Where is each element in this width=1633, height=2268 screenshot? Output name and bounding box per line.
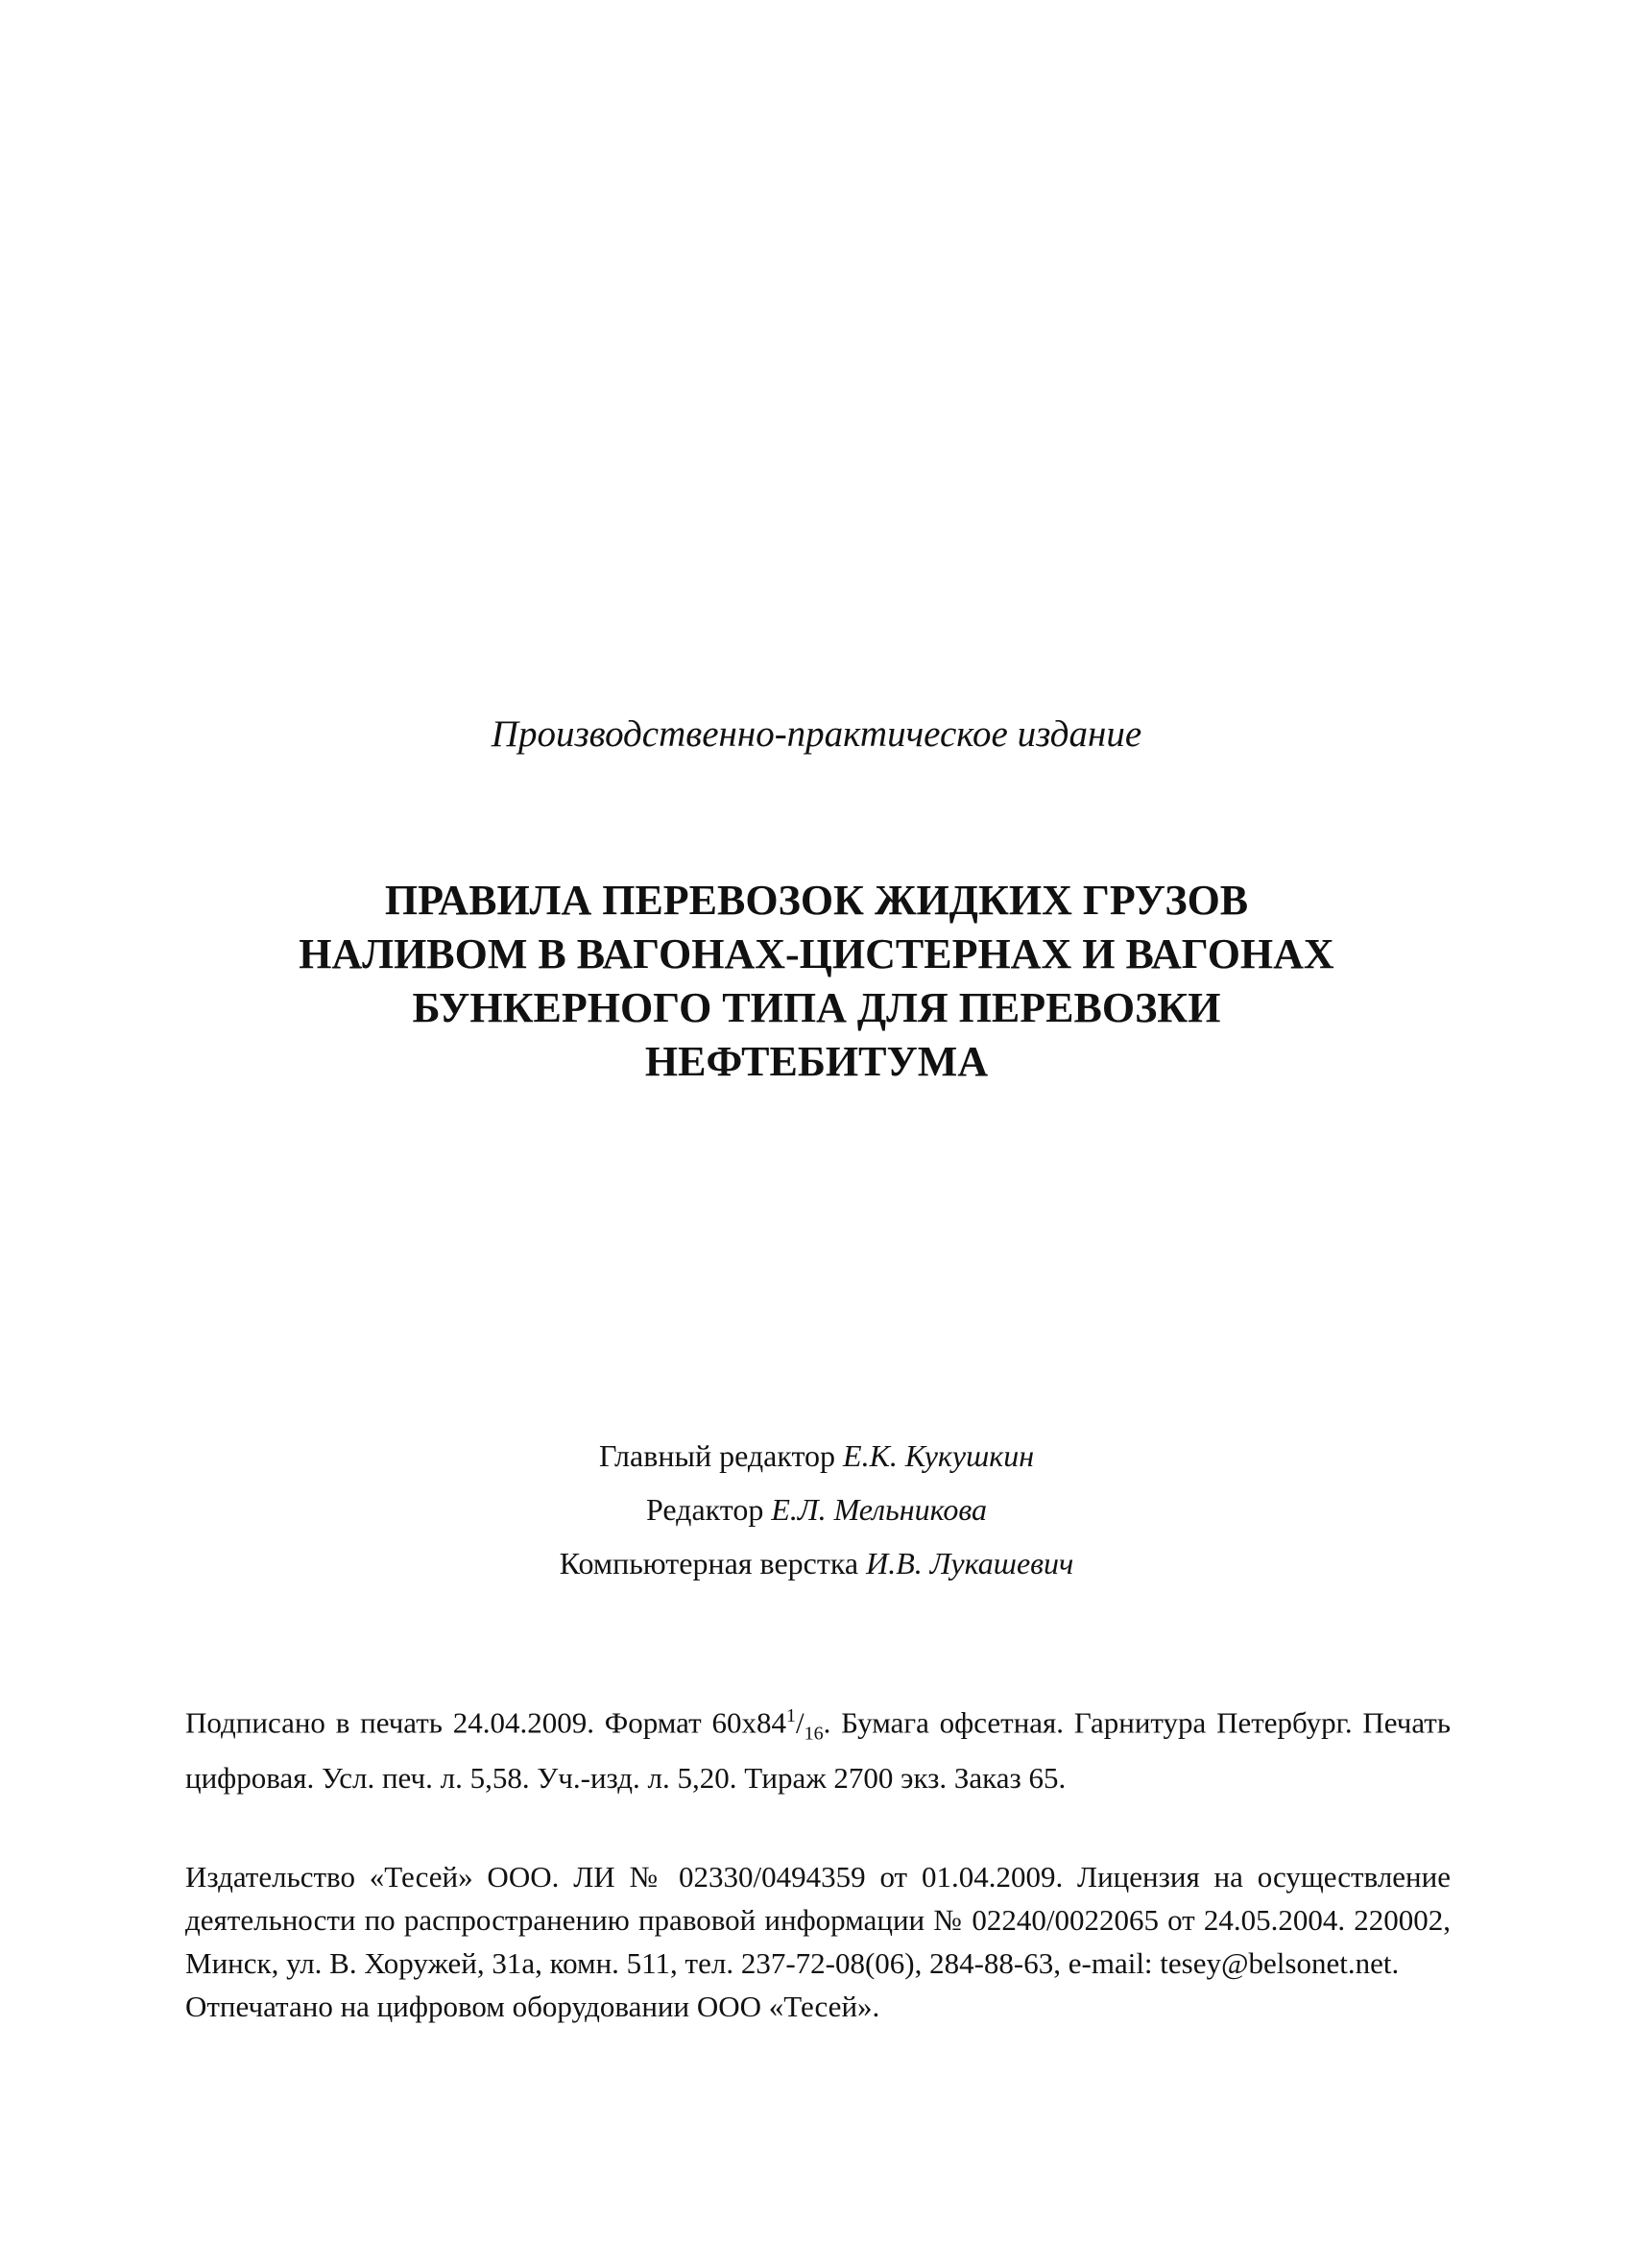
chief-editor-role: Главный редактор xyxy=(598,1438,836,1473)
format-denominator: 16 xyxy=(804,1723,824,1745)
title-line: НЕФТЕБИТУМА xyxy=(644,1038,989,1085)
print-details xyxy=(185,1695,1451,1799)
title-line: НАЛИВОМ В ВАГОНАХ-ЦИСТЕРНАХ И ВАГОНАХ xyxy=(299,930,1334,977)
editor-role: Редактор xyxy=(646,1492,764,1527)
format-numerator: 1 xyxy=(785,1705,796,1726)
document-title xyxy=(0,874,1633,1089)
edition-type: Производственно-практическое издание xyxy=(491,713,1142,755)
printed-info: Отпечатано на цифровом оборудовании ООО «Тесей». xyxy=(185,1990,880,2023)
layout-line xyxy=(0,1536,1633,1590)
layout-role: Компьютерная верстка xyxy=(559,1546,859,1580)
layout-name: И.В. Лукашевич xyxy=(866,1546,1074,1580)
chief-editor-line xyxy=(0,1429,1633,1483)
editor-line xyxy=(0,1483,1633,1536)
publisher-block xyxy=(185,1855,1451,2028)
publisher-info: Издательство «Тесей» ООО. ЛИ № 02330/0494359 от 01.04.2009. Лицензия на осуществление деятельности по распространению правовой информации № 02240/0022065 от 24.05.2004. 220002, Минск, ул. В. Хоружей, 31а, комн. 511, тел. 237-72-08(06), 284-88-63, e-mail: tesey@belsonet.net. xyxy=(185,1860,1451,1980)
print-details-prefix: Подписано в печать 24.04.2009. Формат 60x84 xyxy=(185,1705,786,1740)
title-line: ПРАВИЛА ПЕРЕВОЗОК ЖИДКИХ ГРУЗОВ xyxy=(384,877,1249,924)
editor-name: Е.Л. Мельникова xyxy=(771,1492,987,1527)
format-slash: / xyxy=(795,1705,804,1740)
print-details-suffix: . Бумага офсетная. Гарнитура Петербург. Печать цифровая. Усл. печ. л. 5,58. Уч.-изд. л. 5,20. Тираж 2700 экз. Заказ 65. xyxy=(185,1705,1451,1795)
credits xyxy=(0,1429,1633,1590)
chief-editor-name: Е.К. Кукушкин xyxy=(843,1438,1035,1473)
title-line: БУНКЕРНОГО ТИПА ДЛЯ ПЕРЕВОЗКИ xyxy=(412,984,1221,1031)
